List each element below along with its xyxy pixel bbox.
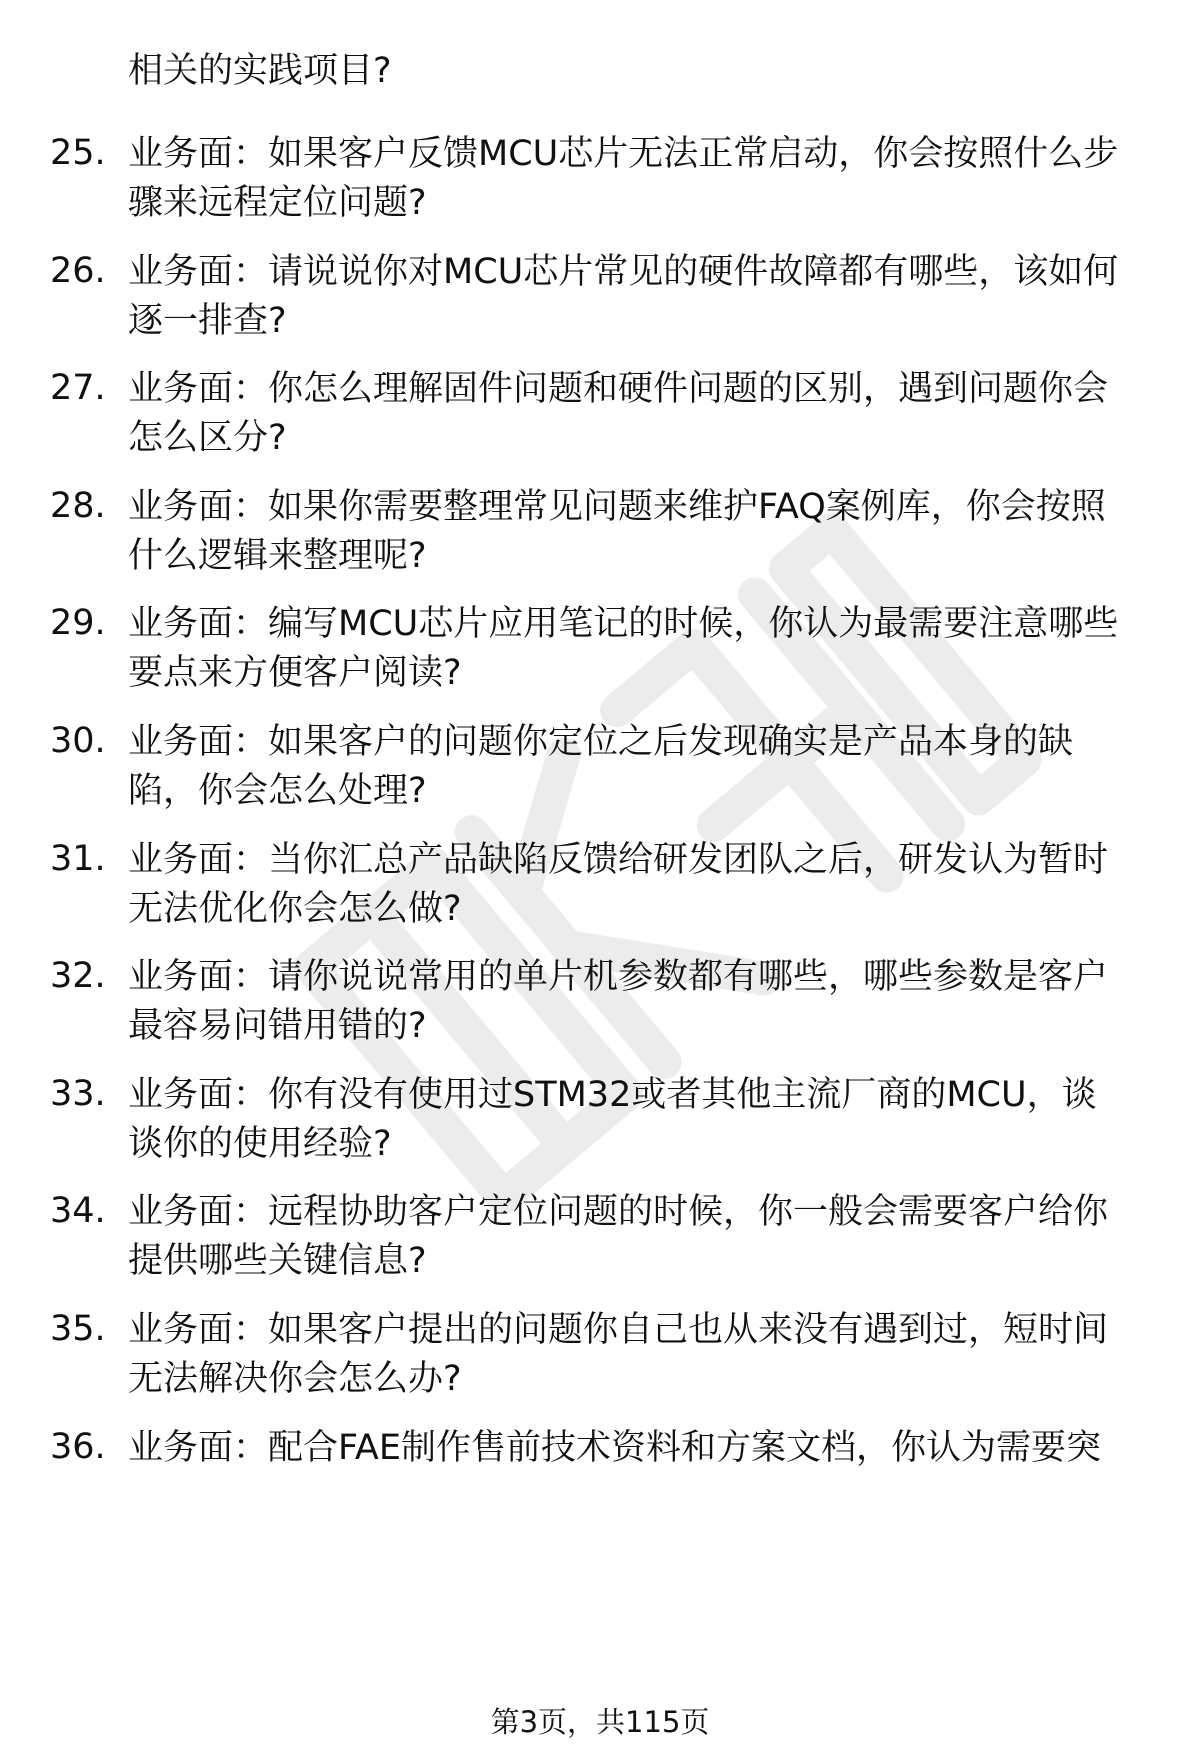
list-item — [0, 1306, 1200, 1416]
item-text — [128, 953, 1168, 1051]
item-number: 29. — [50, 603, 106, 644]
item-text-line: 业务面：如果客户提出的问题你自己也从来没有遇到过，短时间 — [128, 1310, 1109, 1350]
item-text-line: 提供哪些关键信息? — [128, 1241, 427, 1282]
item-text-line: 业务面：请说说你对MCU芯片常见的硬件故障都有哪些，该如何 — [128, 251, 1119, 292]
item-text — [128, 130, 1168, 228]
item-text — [128, 836, 1168, 934]
item-number: 31. — [50, 838, 106, 879]
item-number: 36. — [50, 1426, 106, 1467]
item-text-line: 业务面：你有没有使用过STM32或者其他主流厂商的MCU，谈 — [128, 1074, 1097, 1115]
item-number: 25. — [50, 133, 106, 173]
list-item — [0, 130, 1200, 240]
item-text — [128, 1306, 1168, 1404]
list-item — [0, 953, 1200, 1063]
item-text-line: 陷，你会怎么处理? — [128, 771, 427, 811]
item-text — [128, 1424, 1168, 1473]
list-item — [0, 1188, 1200, 1298]
item-number: 26. — [50, 250, 106, 291]
item-text-line: 业务面：如果你需要整理常见问题来维护FAQ案例库，你会按照 — [128, 486, 1106, 527]
continuation-line: 相关的实践项目? — [128, 51, 392, 91]
item-number: 27. — [50, 368, 106, 409]
item-text-line: 业务面：请你说说常用的单片机参数都有哪些，哪些参数是客户 — [128, 957, 1109, 998]
item-text-line: 业务面：配合FAE制作售前技术资料和方案文档，你认为需要突 — [128, 1427, 1101, 1468]
item-text — [128, 483, 1168, 581]
list-item — [0, 1071, 1200, 1181]
item-text — [128, 365, 1168, 463]
item-text-line: 无法优化你会怎么做? — [128, 888, 462, 929]
list-item — [0, 365, 1200, 475]
item-number: 32. — [50, 956, 106, 997]
item-text-line: 最容易问错用错的? — [128, 1006, 427, 1047]
item-number: 34. — [50, 1191, 106, 1232]
list-item — [0, 483, 1200, 593]
list-item — [0, 248, 1200, 358]
item-text-line: 骤来远程定位问题? — [128, 183, 427, 223]
item-text — [128, 248, 1168, 346]
item-text — [128, 1071, 1168, 1169]
page-footer: 第3页，共115页 — [490, 1705, 710, 1739]
item-number: 35. — [50, 1309, 106, 1349]
item-text-line: 业务面：如果客户的问题你定位之后发现确实是产品本身的缺 — [128, 722, 1074, 762]
list-item — [0, 1424, 1200, 1534]
list-item — [0, 600, 1200, 710]
item-text-line: 谈你的使用经验? — [128, 1123, 392, 1164]
item-number: 30. — [50, 721, 106, 761]
item-text-line: 业务面：如果客户反馈MCU芯片无法正常启动，你会按照什么步 — [128, 134, 1119, 174]
item-text-line: 业务面：当你汇总产品缺陷反馈给研发团队之后，研发认为暂时 — [128, 839, 1109, 880]
item-text-line: 业务面：你怎么理解固件问题和硬件问题的区别，遇到问题你会 — [128, 369, 1109, 410]
item-number: 28. — [50, 485, 106, 526]
item-text — [128, 600, 1168, 698]
item-number: 33. — [50, 1073, 106, 1114]
item-text-line: 业务面：编写MCU芯片应用笔记的时候，你认为最需要注意哪些 — [128, 604, 1119, 645]
item-text-line: 业务面：远程协助客户定位问题的时候，你一般会需要客户给你 — [128, 1192, 1109, 1233]
item-text — [128, 718, 1168, 816]
item-text-line: 要点来方便客户阅读? — [128, 653, 462, 694]
list-item — [0, 836, 1200, 946]
item-text-line: 无法解决你会怎么办? — [128, 1359, 462, 1399]
item-text-line: 逐一排查? — [128, 300, 287, 341]
item-text-line: 什么逻辑来整理呢? — [128, 535, 427, 576]
item-text — [128, 1188, 1168, 1286]
list-item — [0, 718, 1200, 828]
item-text-line: 怎么区分? — [128, 418, 287, 459]
